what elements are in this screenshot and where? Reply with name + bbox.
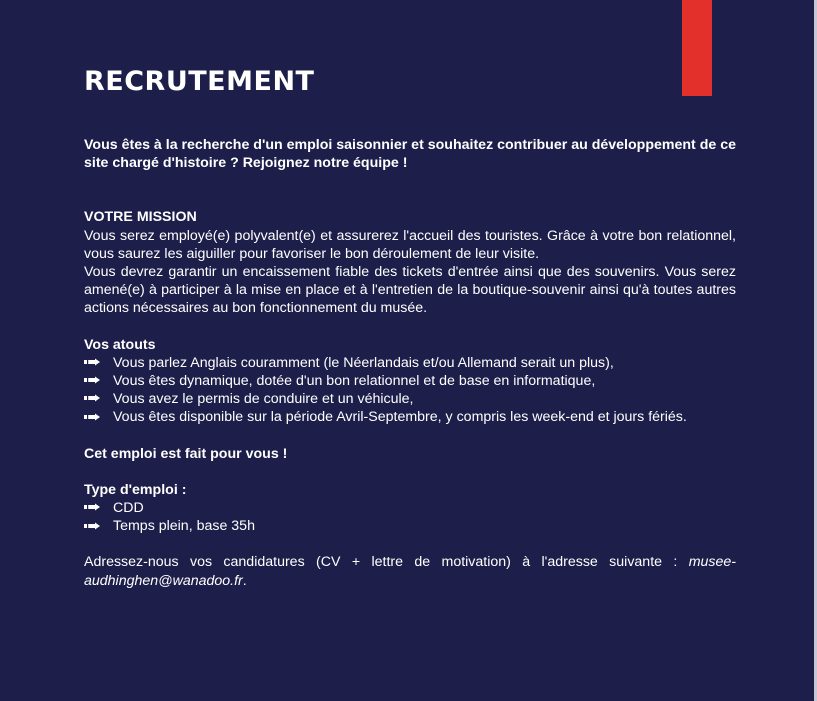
list-item — [84, 408, 736, 426]
tagline: Cet emploi est fait pour vous ! — [84, 445, 288, 462]
pencil-arrow-icon — [84, 394, 100, 402]
list-item — [84, 499, 736, 517]
atout-text: Vous êtes dynamique, dotée d'un bon relationnel et de base en informatique, — [113, 373, 596, 390]
contact-text: Adressez-nous vos candidatures (CV + lettre de motivation) à l'adresse suivante : — [84, 554, 689, 571]
atout-text: Vous avez le permis de conduire et un véhicule, — [113, 391, 414, 408]
pencil-arrow-icon — [84, 413, 100, 421]
page-title: RECRUTEMENT — [84, 66, 315, 97]
pencil-arrow-icon — [84, 503, 100, 511]
pencil-arrow-icon — [84, 522, 100, 530]
contact-email-link[interactable]: musee-audhinghen@wanadoo.fr — [84, 554, 736, 589]
mission-heading: VOTRE MISSION — [84, 209, 197, 226]
type-emploi-list — [84, 499, 736, 535]
main-content — [84, 136, 736, 590]
intro-text: Vous êtes à la recherche d'un emploi saisonnier et souhaitez contribuer au développement de ce site chargé d'histoire ? Rejoignez notre équipe ! — [84, 137, 736, 172]
list-item — [84, 372, 736, 390]
list-item — [84, 354, 736, 372]
pencil-arrow-icon — [84, 376, 100, 384]
pencil-arrow-icon — [84, 358, 100, 366]
contact-suffix: . — [242, 572, 247, 589]
type-emploi-text: Temps plein, base 35h — [113, 518, 255, 535]
atout-text: Vous êtes disponible sur la période Avril-Septembre, y compris les week-end et jours fériés. — [113, 409, 687, 426]
list-item — [84, 517, 736, 535]
type-emploi-heading: Type d'emploi : — [84, 481, 187, 498]
atouts-list — [84, 354, 736, 427]
red-accent-bar — [682, 0, 712, 96]
list-item — [84, 390, 736, 408]
mission-paragraph-2: Vous devrez garantir un encaissement fiable des tickets d'entrée ainsi que des souvenirs. Vous serez amené(e) à participer à la mise en place et à l'entretien de la boutique-souvenir ainsi qu'à toutes autres actions nécessaires au bon fonctionnement du musée. — [84, 264, 736, 317]
mission-paragraph-1: Vous serez employé(e) polyvalent(e) et assurerez l'accueil des touristes. Grâce à votre bon relationnel, vous saurez les aiguiller pour favoriser le bon déroulement de leur visite. — [84, 227, 736, 262]
atouts-heading: Vos atouts — [84, 336, 156, 353]
type-emploi-text: CDD — [113, 500, 144, 517]
contact-paragraph — [84, 553, 736, 589]
atout-text: Vous parlez Anglais couramment (le Néerlandais et/ou Allemand serait un plus), — [113, 354, 614, 371]
